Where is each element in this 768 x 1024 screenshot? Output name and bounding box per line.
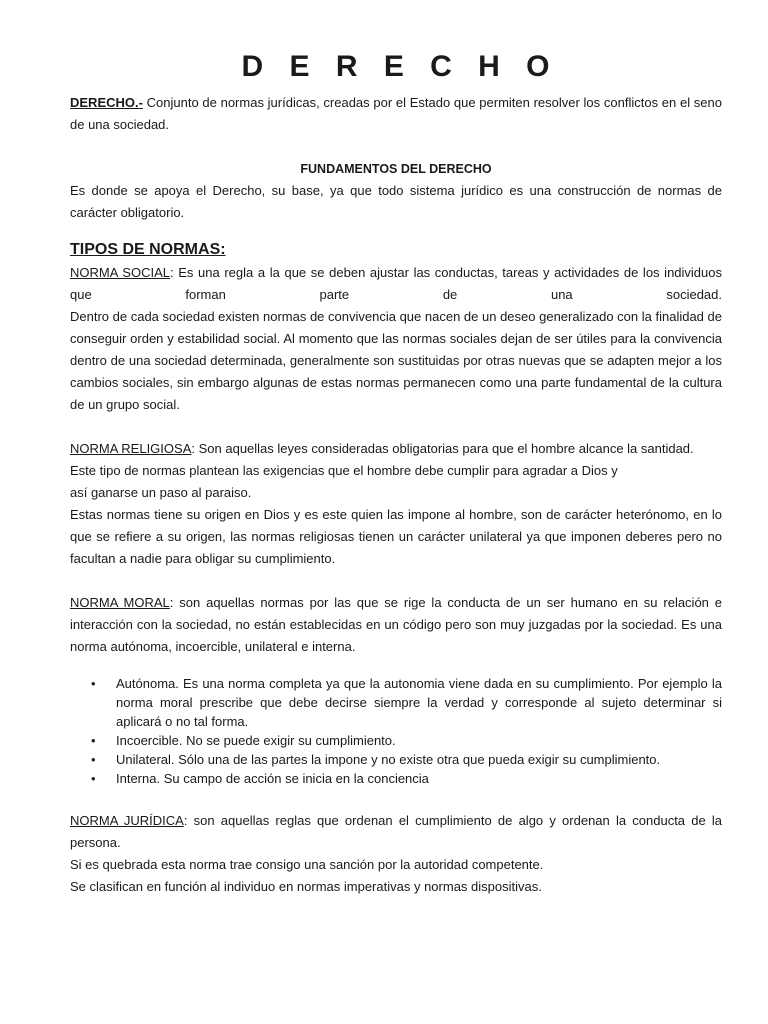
norma-social-paragraph: [70, 262, 722, 306]
document-title: D E R E C H O: [241, 50, 559, 83]
norma-social-para2: Dentro de cada sociedad existen normas de convivencia que nacen de un deseo generalizado con la finalidad de conseguir orden y estabilidad social. Al momento que las normas sociales dejan de ser útiles para la convivencia dentro de una sociedad determinada, generalmente son sustituidas por otras nuevas que se adapten mejor a los cambios sociales, sin embargo algunas de estas normas permanecen como una parte fundamental de la cultura de un grupo social.: [70, 309, 722, 412]
norma-religiosa-line3: así ganarse un paso al paraiso.: [70, 485, 252, 500]
fundamentos-text: Es donde se apoya el Derecho, su base, ya que todo sistema jurídico es una construcción de normas de carácter obligatorio.: [70, 183, 722, 220]
norma-juridica-term: NORMA JURÍDICA: [70, 813, 184, 828]
list-item: • Unilateral. Sólo una de las partes la impone y no existe otra que pueda exigir su cumplimiento.: [116, 750, 722, 769]
norma-religiosa-text1: Son aquellas leyes consideradas obligatorias para que el hombre alcance la santidad.: [195, 441, 694, 456]
norma-religiosa-para2: Estas normas tiene su origen en Dios y es este quien las impone al hombre, son de carácter heterónomo, en lo que se refiere a su origen, las normas religiosas tienen un carácter unilateral ya que imponen deberes pero no facultan a nadie para obligar su cumplimiento.: [70, 507, 722, 566]
norma-juridica-line2: Si es quebrada esta norma trae consigo una sanción por la autoridad competente.: [70, 857, 544, 872]
norma-moral-paragraph: [70, 592, 722, 658]
norma-social-line1: Es una regla a la que se deben ajustar las conductas, tareas y actividades de los individuos que forman parte de una sociedad.: [70, 265, 722, 302]
norma-moral-bullet-list: [70, 674, 722, 788]
definition-paragraph: [70, 92, 722, 136]
norma-juridica-text: son aquellas reglas que ordenan el cumplimiento de algo y ordenan la conducta de la persona.: [70, 813, 723, 850]
list-item: • Interna. Su campo de acción se inicia en la conciencia: [116, 769, 722, 788]
definition-text: Conjunto de normas jurídicas, creadas por el Estado que permiten resolver los conflictos en el seno de una sociedad.: [70, 95, 722, 132]
norma-juridica-colon: :: [183, 813, 188, 828]
list-item: • Autónoma. Es una norma completa ya que la autonomia viene dada en su cumplimiento. Por ejemplo la norma moral prescribe que debe decirse siempre la verdad y corresponde al sujeto determinar si aplicará o no tal forma.: [116, 674, 722, 731]
norma-religiosa-colon: :: [191, 441, 195, 456]
norma-social-colon: :: [169, 265, 174, 280]
norma-juridica-paragraph: [70, 810, 722, 854]
list-item: • Incoercible. No se puede exigir su cumplimiento.: [116, 731, 722, 750]
norma-religiosa-line2: Este tipo de normas plantean las exigencias que el hombre debe cumplir para agradar a Dios y: [70, 463, 618, 478]
norma-moral-colon: :: [169, 595, 174, 610]
norma-religiosa-term: NORMA RELIGIOSA: [70, 441, 192, 456]
norma-social-term: NORMA SOCIAL: [70, 265, 170, 280]
fundamentos-heading: FUNDAMENTOS DEL DERECHO: [300, 162, 492, 176]
norma-religiosa-line1: [70, 438, 722, 460]
tipos-heading: TIPOS DE NORMAS:: [70, 241, 226, 258]
norma-moral-term: NORMA MORAL: [70, 595, 170, 610]
document-page: [0, 44, 768, 1024]
definition-term: DERECHO.-: [70, 95, 143, 110]
norma-moral-text: son aquellas normas por las que se rige la conducta de un ser humano en su relación e interacción con la sociedad, no están establecidas en un código pero son muy juzgadas por la sociedad. Es una norma autónoma, incoercible, unilateral e interna.: [70, 595, 723, 654]
norma-juridica-line3: Se clasifican en función al individuo en normas imperativas y normas dispositivas.: [70, 879, 542, 894]
